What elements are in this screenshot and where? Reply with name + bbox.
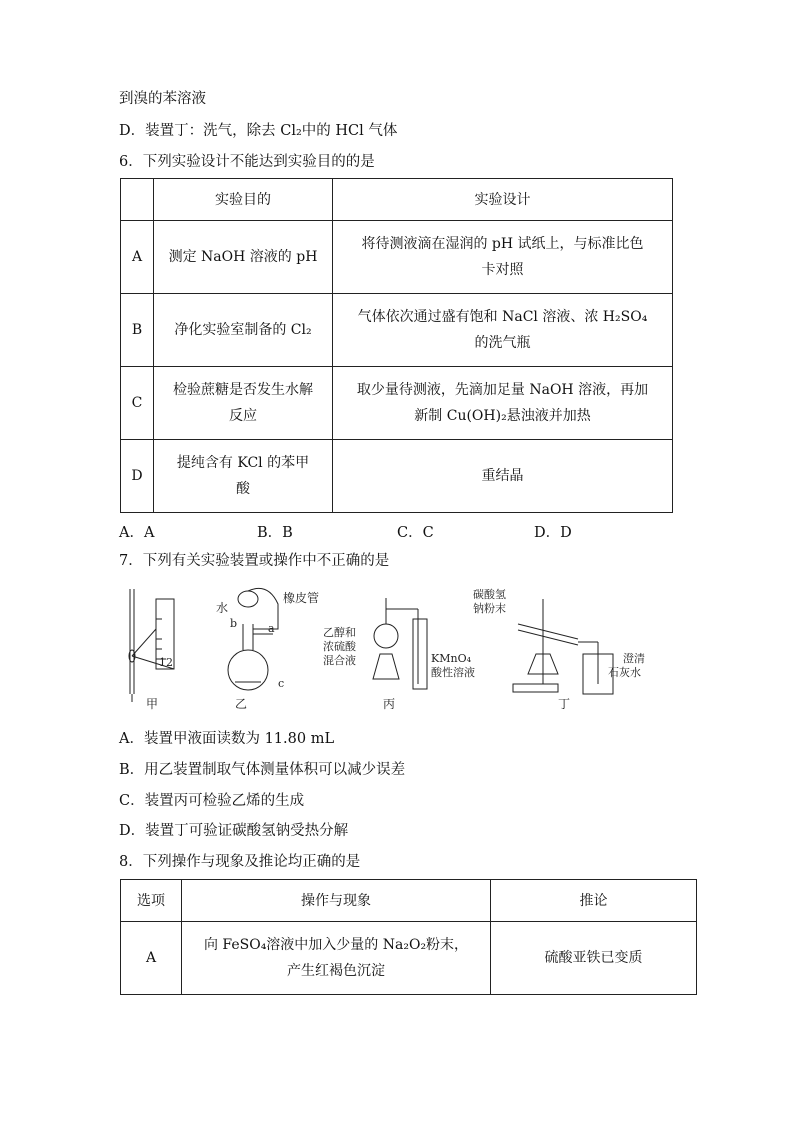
cell-line: 重结晶 [481, 468, 524, 484]
apparatus-figure [118, 584, 678, 719]
question-7: 7．下列有关实验装置或操作中不正确的是 [119, 553, 390, 569]
question-7-option-b: B．用乙装置制取气体测量体积可以减少误差 [119, 762, 406, 778]
table-header-row [121, 179, 673, 221]
choice-b: B．B [257, 525, 293, 541]
tick-label: 12 [159, 656, 173, 669]
table-header-cell: 选项 [121, 880, 182, 922]
cell-line: 硫酸亚铁已变质 [544, 950, 643, 966]
cell-line: 提纯含有 KCl 的苯甲 [176, 455, 310, 471]
purpose-cell [154, 221, 333, 294]
table-header-cell: 实验目的 [154, 179, 333, 221]
caption-yi: 乙 [235, 697, 248, 711]
cell-line: 检验蔗糖是否发生水解 [173, 382, 313, 398]
label-ethanol-1: 乙醇和 [323, 626, 356, 639]
table-header-cell: 推论 [491, 880, 697, 922]
label-kmno4: KMnO₄ [431, 652, 471, 665]
table-header-cell: 操作与现象 [182, 880, 491, 922]
inference-cell [491, 922, 697, 995]
design-cell [333, 221, 673, 294]
cell-line: 酸 [236, 481, 250, 497]
cell-line: 向 FeSO₄溶液中加入少量的 Na₂O₂粉末， [203, 937, 469, 953]
label-limewater-2: 石灰水 [608, 666, 641, 679]
burette-apparatus [129, 589, 174, 711]
operation-cell [182, 922, 491, 995]
purpose-cell [154, 440, 333, 513]
cell-line: 净化实验室制备的 Cl₂ [174, 322, 312, 338]
table-header-row [121, 880, 697, 922]
option-cell: A [121, 922, 182, 995]
caption-bing: 丙 [383, 697, 396, 711]
design-cell [333, 367, 673, 440]
table-header-cell: 实验设计 [333, 179, 673, 221]
design-cell [333, 294, 673, 367]
label-water: 水 [216, 601, 229, 615]
cell-line: 测定 NaOH 溶液的 pH [168, 249, 318, 265]
label-a: a [268, 622, 275, 635]
question-6-choices [119, 521, 679, 541]
apparatus-svg [118, 584, 678, 719]
table-row [121, 922, 697, 995]
caption-jia: 甲 [146, 697, 159, 711]
cell-line: 将待测液滴在湿润的 pH 试纸上，与标准比色 [361, 236, 644, 252]
question-7-option-d: D．装置丁可验证碳酸氢钠受热分解 [119, 823, 349, 839]
label-c: c [278, 677, 285, 690]
question-6: 6．下列实验设计不能达到实验目的的是 [119, 154, 375, 170]
option-cell: C [121, 367, 154, 440]
option-cell: D [121, 440, 154, 513]
choice-d: D．D [534, 525, 572, 541]
design-cell [333, 440, 673, 513]
label-tube: 橡皮管 [283, 591, 320, 605]
flask-apparatus-yi [216, 588, 319, 711]
label-limewater-1: 澄清 [623, 652, 645, 665]
cell-line: 的洗气瓶 [474, 335, 531, 351]
question-6-table [120, 178, 673, 513]
option-cell: A [121, 221, 154, 294]
choice-c: C．C [397, 525, 434, 541]
question-7-option-a: A．装置甲液面读数为 11.80 mL [119, 731, 335, 747]
cell-line: 气体依次通过盛有饱和 NaCl 溶液、浓 H₂SO₄ [357, 309, 648, 325]
label-nahco3-1: 碳酸氢 [473, 588, 506, 601]
cell-line: 产生红褐色沉淀 [287, 963, 385, 979]
decomposition-apparatus-ding [473, 587, 645, 711]
purpose-cell [154, 367, 333, 440]
table-header-cell [121, 179, 154, 221]
label-acidic: 酸性溶液 [431, 666, 475, 679]
ethylene-apparatus-bing [323, 598, 475, 711]
table-row [121, 221, 673, 294]
option-cell: B [121, 294, 154, 367]
question-8: 8．下列操作与现象及推论均正确的是 [119, 854, 361, 870]
cell-line: 新制 Cu(OH)₂悬浊液并加热 [414, 408, 591, 424]
choice-a: A．A [119, 525, 155, 541]
label-ethanol-3: 混合液 [323, 654, 356, 667]
text-line: 到溴的苯溶液 [119, 91, 206, 107]
question-8-table [120, 879, 697, 995]
caption-ding: 丁 [558, 697, 571, 711]
cell-line: 取少量待测液，先滴加足量 NaOH 溶液，再加 [356, 382, 649, 398]
option-d-text: D．装置丁：洗气，除去 Cl₂中的 HCl 气体 [119, 123, 398, 139]
cell-line: 卡对照 [481, 262, 524, 278]
table-row [121, 440, 673, 513]
label-ethanol-2: 浓硫酸 [323, 640, 356, 653]
question-7-option-c: C．装置丙可检验乙烯的生成 [119, 793, 305, 809]
label-nahco3-2: 钠粉末 [473, 602, 506, 615]
table-row [121, 294, 673, 367]
label-b: b [230, 617, 238, 630]
table-row [121, 367, 673, 440]
cell-line: 反应 [229, 408, 257, 424]
purpose-cell [154, 294, 333, 367]
